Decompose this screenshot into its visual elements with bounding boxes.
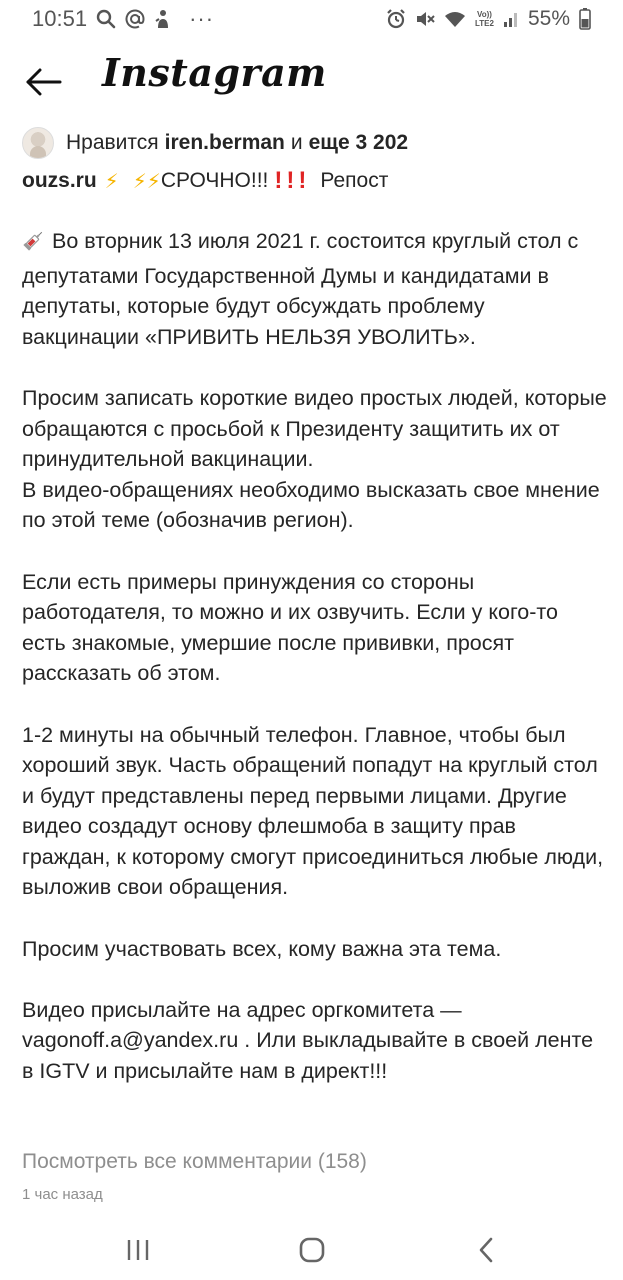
caption-paragraph — [22, 720, 607, 904]
syringe-icon — [22, 228, 46, 261]
likes-count[interactable]: еще 3 202 — [308, 131, 409, 154]
notification-app-icon — [154, 9, 172, 29]
post-username[interactable]: ouzs.ru — [22, 169, 97, 192]
urgent-text: СРОЧНО!!! — [160, 169, 269, 192]
lightning-icon: ⚡ — [104, 170, 119, 193]
wifi-icon — [444, 10, 466, 28]
recent-apps-icon[interactable] — [116, 1228, 160, 1272]
caption-text: Во вторник 13 июля 2021 г. состоится круглый стол с депутатами Государственной Думы и кандидатами в депутаты, которые будут обсуждать проблему вакцинации «ПРИВИТЬ НЕЛЬЗЯ УВОЛИТЬ». — [22, 229, 579, 349]
caption-paragraph — [22, 995, 607, 1087]
caption-paragraph — [22, 934, 607, 965]
back-arrow-icon[interactable] — [24, 62, 64, 102]
caption-body — [22, 226, 607, 1087]
repost-label: Репост — [320, 169, 389, 192]
exclamation-icon: ! — [298, 167, 307, 194]
likes-prefix: Нравится — [66, 131, 159, 154]
instagram-logo: Instagram — [102, 50, 327, 95]
caption-text: Просим участвовать всех, кому важна эта тема. — [22, 936, 502, 961]
mute-icon — [415, 9, 435, 29]
lightning-icon: ⚡ — [146, 170, 161, 193]
liker-avatar[interactable] — [22, 127, 54, 159]
post-timestamp: 1 час назад — [22, 1186, 103, 1203]
back-icon[interactable] — [465, 1228, 509, 1272]
caption-text: Просим записать короткие видео простых людей, которые обращаются с просьбой к Президенту защитить их от принудительной вакцинации. — [22, 385, 607, 472]
alarm-icon — [386, 9, 406, 29]
caption-text: 1-2 минуты на обычный телефон. Главное, чтобы был хороший звук. Часть обращений попадут на круглый стол и будут представлены перед первыми лицами. Другие видео создадут основу флешмоба в защиту прав граждан, к которому смогут присоединиться любые люди, выложив свои обращения. — [22, 722, 604, 900]
search-icon — [96, 9, 116, 29]
likes-user[interactable]: iren.berman — [164, 131, 285, 154]
likes-conjunction: и — [290, 131, 303, 154]
at-icon — [125, 9, 145, 29]
caption-paragraph — [22, 226, 607, 352]
likes-row[interactable] — [22, 126, 612, 160]
view-all-comments-link[interactable]: Посмотреть все комментарии (158) — [22, 1150, 367, 1173]
app-header — [0, 48, 623, 116]
lte-top-label: Vo)) — [477, 10, 492, 19]
status-bar-left — [32, 6, 214, 32]
lte-icon — [475, 10, 494, 28]
system-nav-bar — [0, 1220, 623, 1280]
caption-paragraph — [22, 567, 607, 689]
exclamation-icon: ! — [286, 167, 295, 194]
lightning-icon: ⚡ — [132, 170, 147, 193]
status-bar — [0, 0, 623, 38]
lte-bottom-label: LTE2 — [475, 19, 494, 28]
caption-text: Видео присылайте на адрес оргкомитета — vagonoff.a@yandex.ru . Или выкладывайте в своей ленте в IGTV и присылайте нам в директ!!! — [22, 997, 594, 1084]
caption-header — [22, 164, 612, 198]
caption-text: Если есть примеры принуждения со стороны работодателя, то можно и их озвучить. Если у кого-то есть знакомые, умершие после прививки, просят рассказать об этом. — [22, 569, 558, 686]
battery-icon — [579, 8, 591, 30]
signal-icon — [503, 10, 519, 28]
status-bar-right — [386, 7, 591, 31]
home-icon[interactable] — [290, 1228, 334, 1272]
more-notifications-indicator: ··· — [189, 6, 215, 31]
exclamation-icon: ! — [274, 167, 283, 194]
caption-text: В видео-обращениях необходимо высказать свое мнение по этой теме (обозначив регион). — [22, 477, 600, 533]
battery-percent: 55% — [527, 7, 570, 30]
status-time: 10:51 — [32, 6, 88, 31]
caption-paragraph — [22, 383, 607, 536]
